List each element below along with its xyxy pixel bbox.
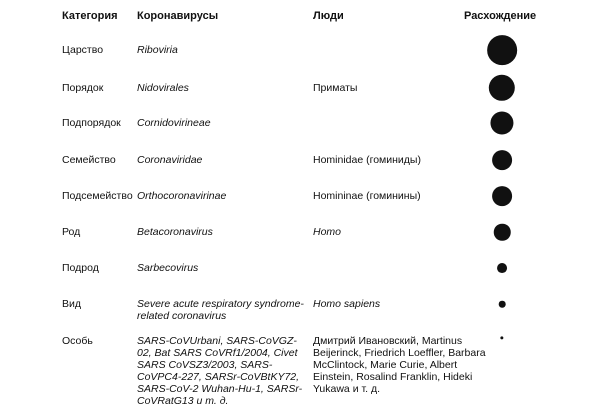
people-cell: Дмитрий Ивановский, Martinus Beijerinck, Friedrich Loeffler, Barbara McClintock, Marie Curie, Albert Einstein, Rosalind Franklin, Hideki Yukawa и т. д. — [313, 335, 486, 395]
category-cell: Подрод — [62, 262, 99, 274]
divergence-dot — [499, 301, 506, 308]
coronavirus-cell: Sarbecovirus — [137, 262, 199, 274]
coronavirus-cell: Betacoronavirus — [137, 226, 213, 238]
coronavirus-cell: Orthocoronavirinae — [137, 190, 227, 202]
divergence-dot — [490, 111, 513, 134]
coronavirus-cell: SARS-CoVUrbani, SARS-CoVGZ-02, Bat SARS CoVRf1/2004, Civet SARS CoVSZ3/2003, SARS-CoVPC4-227, SARSr-CoVBtKY72, SARS-CoV-2 Wuhan-Hu-1, SARSr-CoVRatG13 и т. д. — [137, 335, 303, 407]
category-cell: Царство — [62, 44, 104, 56]
divergence-dot — [494, 224, 511, 241]
divergence-dot — [492, 150, 512, 170]
coronavirus-cell: Riboviria — [137, 44, 178, 56]
header-category: Категория — [62, 10, 118, 22]
category-cell: Род — [62, 226, 81, 238]
category-cell: Подсемейство — [62, 190, 133, 202]
divergence-dot — [497, 263, 507, 273]
category-cell: Порядок — [62, 82, 104, 94]
category-cell: Особь — [62, 335, 93, 347]
people-cell: Приматы — [313, 82, 358, 94]
divergence-dot — [489, 75, 515, 101]
coronavirus-cell: Nidovirales — [137, 82, 189, 94]
people-cell: Hominidae (гоминиды) — [313, 154, 421, 166]
category-cell: Вид — [62, 298, 81, 310]
divergence-dot — [492, 186, 512, 206]
header-people: Люди — [313, 10, 344, 22]
category-cell: Подпорядок — [62, 117, 121, 129]
coronavirus-cell: Cornidovirineae — [137, 117, 211, 129]
divergence-dot — [500, 336, 503, 339]
header-coronaviruses: Коронавирусы — [137, 10, 219, 22]
category-cell: Семейство — [62, 154, 116, 166]
coronavirus-cell: Severe acute respiratory syndrome-related coronavirus — [137, 298, 304, 322]
people-cell: Homininae (гоминины) — [313, 190, 421, 202]
people-cell: Homo sapiens — [313, 298, 381, 310]
people-cell: Homo — [313, 226, 342, 238]
coronavirus-cell: Coronaviridae — [137, 154, 203, 166]
divergence-dot — [487, 35, 517, 65]
header-divergence: Расхождение — [464, 10, 537, 22]
